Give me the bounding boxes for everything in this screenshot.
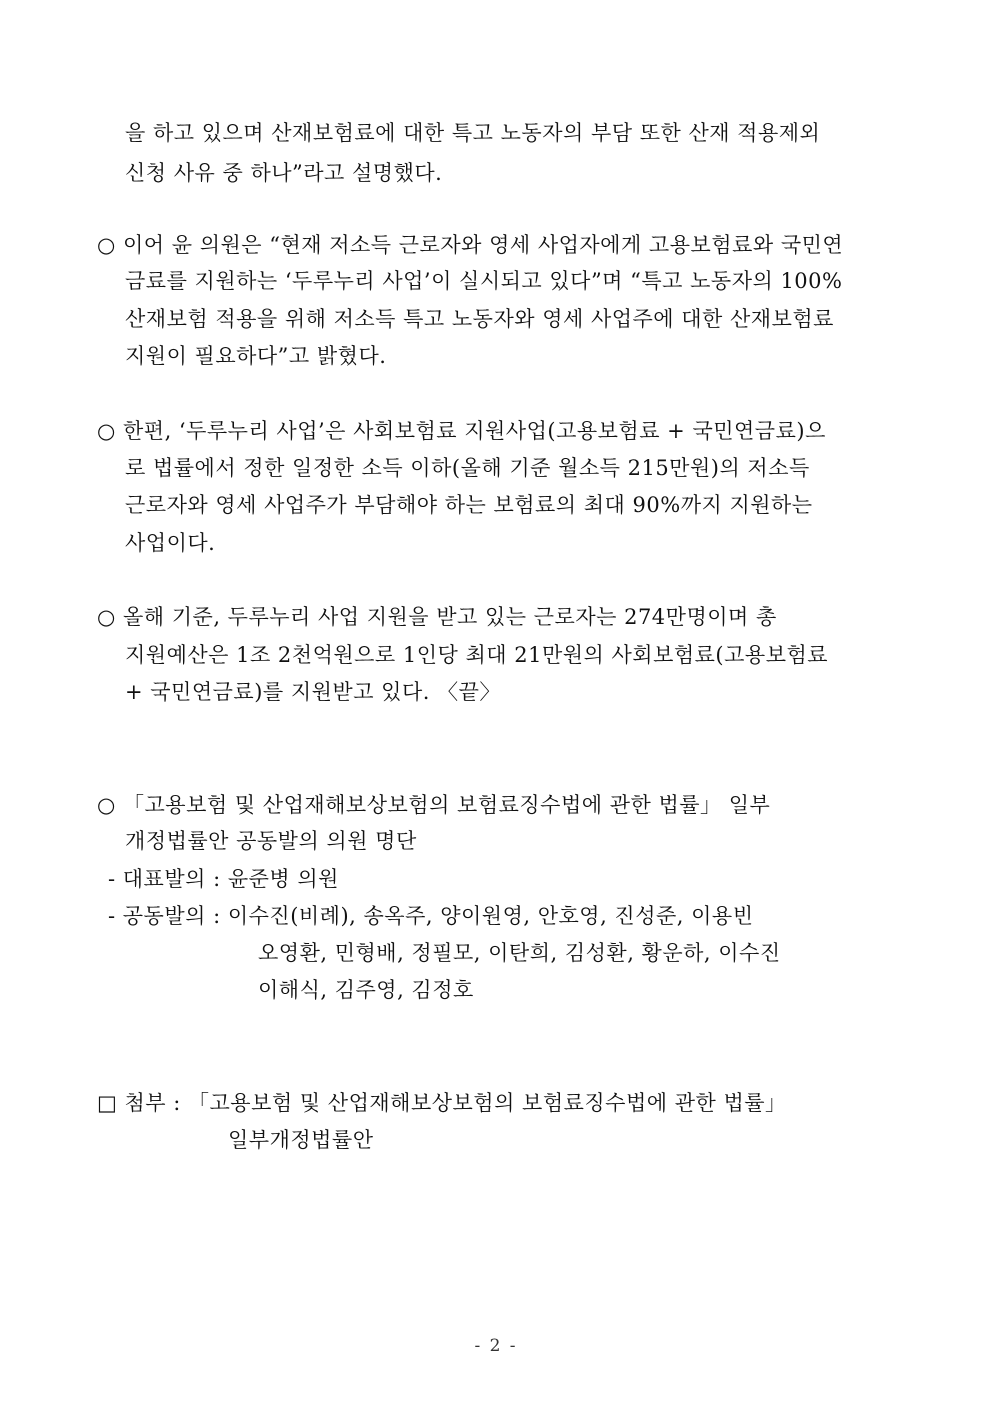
paragraph-line: 지원예산은 1조 2천억원으로 1인당 최대 21만원의 사회보험료(고용보험료 (125, 643, 829, 667)
paragraph-line: 산재보험 적용을 위해 저소득 특고 노동자와 영세 사업주에 대한 산재보험료 (125, 307, 834, 331)
bullet-paragraph-line: ○ 「고용보험 및 산업재해보상보험의 보험료징수법에 관한 법률」 일부 (97, 793, 771, 817)
paragraph-line: 로 법률에서 정한 일정한 소득 이하(올해 기준 월소득 215만원)의 저소득 (125, 456, 810, 480)
lead-sponsor-line: - 대표발의 : 윤준병 의원 (108, 867, 339, 891)
paragraph-line: 개정법률안 공동발의 의원 명단 (125, 829, 417, 853)
bullet-paragraph-line: ○ 올해 기준, 두루누리 사업 지원을 받고 있는 근로자는 274만명이며 총 (97, 605, 777, 629)
paragraph-line: 사업이다. (125, 531, 216, 555)
paragraph-line: + 국민연금료)를 지원받고 있다. 〈끝〉 (125, 680, 501, 704)
attachment-line: □ 첨부 : 「고용보험 및 산업재해보상보험의 보험료징수법에 관한 법률」 (97, 1091, 787, 1115)
paragraph-line: 지원이 필요하다”고 밝혔다. (125, 344, 387, 368)
co-sponsors-line: 오영환, 민형배, 정필모, 이탄희, 김성환, 황운하, 이수진 (258, 941, 781, 965)
page-number: - 2 - (474, 1336, 518, 1356)
paragraph-line: 신청 사유 중 하나”라고 설명했다. (125, 161, 443, 185)
bullet-paragraph-line: ○ 이어 윤 의원은 “현재 저소득 근로자와 영세 사업자에게 고용보험료와 국민연 (97, 233, 844, 257)
bullet-paragraph-line: ○ 한편, ‘두루누리 사업’은 사회보험료 지원사업(고용보험료 + 국민연금료)으 (97, 419, 826, 443)
co-sponsors-line: 이해식, 김주영, 김정호 (258, 978, 474, 1002)
co-sponsors-line: - 공동발의 : 이수진(비례), 송옥주, 양이원영, 안호영, 진성준, 이용빈 (108, 904, 754, 928)
paragraph-line: 금료를 지원하는 ‘두루누리 사업’이 실시되고 있다”며 “특고 노동자의 100% (125, 269, 843, 293)
paragraph-line: 을 하고 있으며 산재보험료에 대한 특고 노동자의 부담 또한 산재 적용제외 (125, 121, 821, 145)
paragraph-line: 근로자와 영세 사업주가 부담해야 하는 보험료의 최대 90%까지 지원하는 (125, 493, 813, 517)
attachment-line: 일부개정법률안 (228, 1128, 374, 1152)
